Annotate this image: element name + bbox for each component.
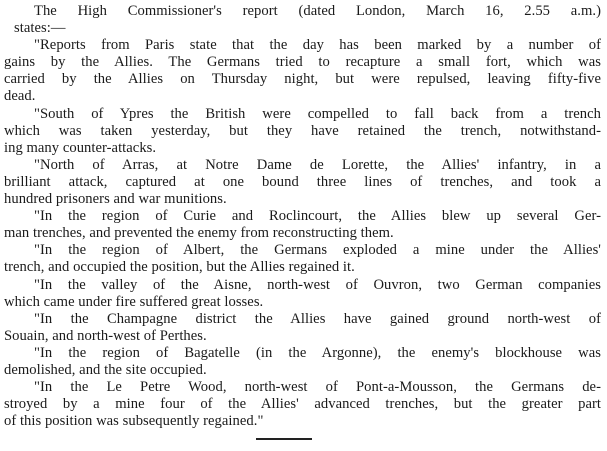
text-line: Souain, and north-west of Perthes. <box>4 327 207 344</box>
text-line: brilliant attack, captured at one bound three lines of trenches, and took a <box>4 173 601 190</box>
text-line: stroyed by a mine four of the Allies' advanced trenches, but the greater part <box>4 396 601 413</box>
text-line: man trenches, and prevented the enemy from reconstructing them. <box>4 225 394 242</box>
text-line: "North of Arras, at Notre Dame de Lorette, the Allies' infantry, in a <box>34 156 601 173</box>
text-line: "In the Champagne district the Allies have gained ground north-west of <box>34 310 601 327</box>
text-line: "In the region of Albert, the Germans exploded a mine under the Allies' <box>34 242 601 259</box>
text-line: which came under fire suffered great losses. <box>4 293 264 310</box>
text-line: "South of Ypres the British were compelled to fall back from a trench <box>34 105 601 122</box>
text-line: "Reports from Paris state that the day has been marked by a number of <box>34 37 601 54</box>
text-line: ing many counter-attacks. <box>4 139 157 156</box>
text-line: demolished, and the site occupied. <box>4 361 207 378</box>
text-line: gains by the Allies. The Germans tried to recapture a small fort, which was <box>4 54 601 71</box>
text-line: "In the region of Bagatelle (in the Argonne), the enemy's blockhouse was <box>34 344 601 361</box>
text-line: trench, and occupied the position, but the Allies regained it. <box>4 259 355 276</box>
text-line: "In the valley of the Aisne, north-west of Ouvron, two German companies <box>34 276 601 293</box>
text-line: states:— <box>14 20 66 37</box>
text-line: hundred prisoners and war munitions. <box>4 191 227 208</box>
text-line: "In the region of Curie and Roclincourt, the Allies blew up several Ger- <box>34 208 601 225</box>
text-line: which was taken yesterday, but they have retained the trench, notwithstand- <box>4 122 601 139</box>
text-line: "In the Le Petre Wood, north-west of Pont-a-Mousson, the Germans de- <box>34 379 601 396</box>
text-line: carried by the Allies on Thursday night, but were repulsed, leaving fifty-five <box>4 71 601 88</box>
text-line: The High Commissioner's report (dated London, March 16, 2.55 a.m.) <box>34 3 601 19</box>
section-divider <box>256 438 312 440</box>
text-line: dead. <box>4 88 36 105</box>
text-line: of this position was subsequently regained." <box>4 413 264 430</box>
